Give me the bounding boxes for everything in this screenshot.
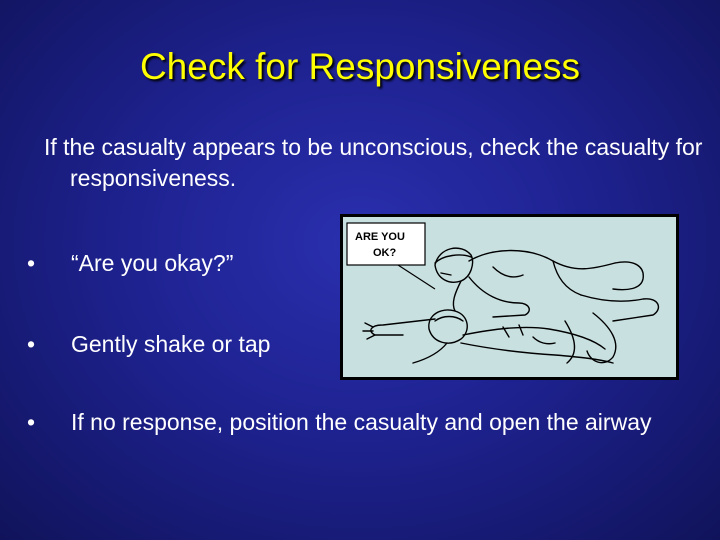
rescuer-casualty-drawing [343, 217, 676, 377]
bullet-item [27, 407, 720, 438]
bullet-text: “Are you okay?” [71, 250, 234, 276]
bullet-item [27, 248, 371, 279]
bullet-text: If no response, position the casualty and open the airway [71, 409, 652, 435]
bullet-text: Gently shake or tap [71, 331, 271, 357]
bullet-symbol: • [27, 250, 36, 276]
bullet-symbol: • [27, 409, 36, 435]
first-aid-illustration [340, 214, 679, 380]
slide-title: Check for Responsiveness [139, 46, 581, 87]
bullet-item [27, 329, 371, 360]
speech-bubble-line2: OK? [373, 247, 397, 259]
speech-bubble-line1: ARE YOU [355, 231, 405, 243]
bullet-symbol: • [27, 331, 36, 357]
intro-text: If the casualty appears to be unconscious, check the casualty for responsiveness. [44, 134, 703, 191]
